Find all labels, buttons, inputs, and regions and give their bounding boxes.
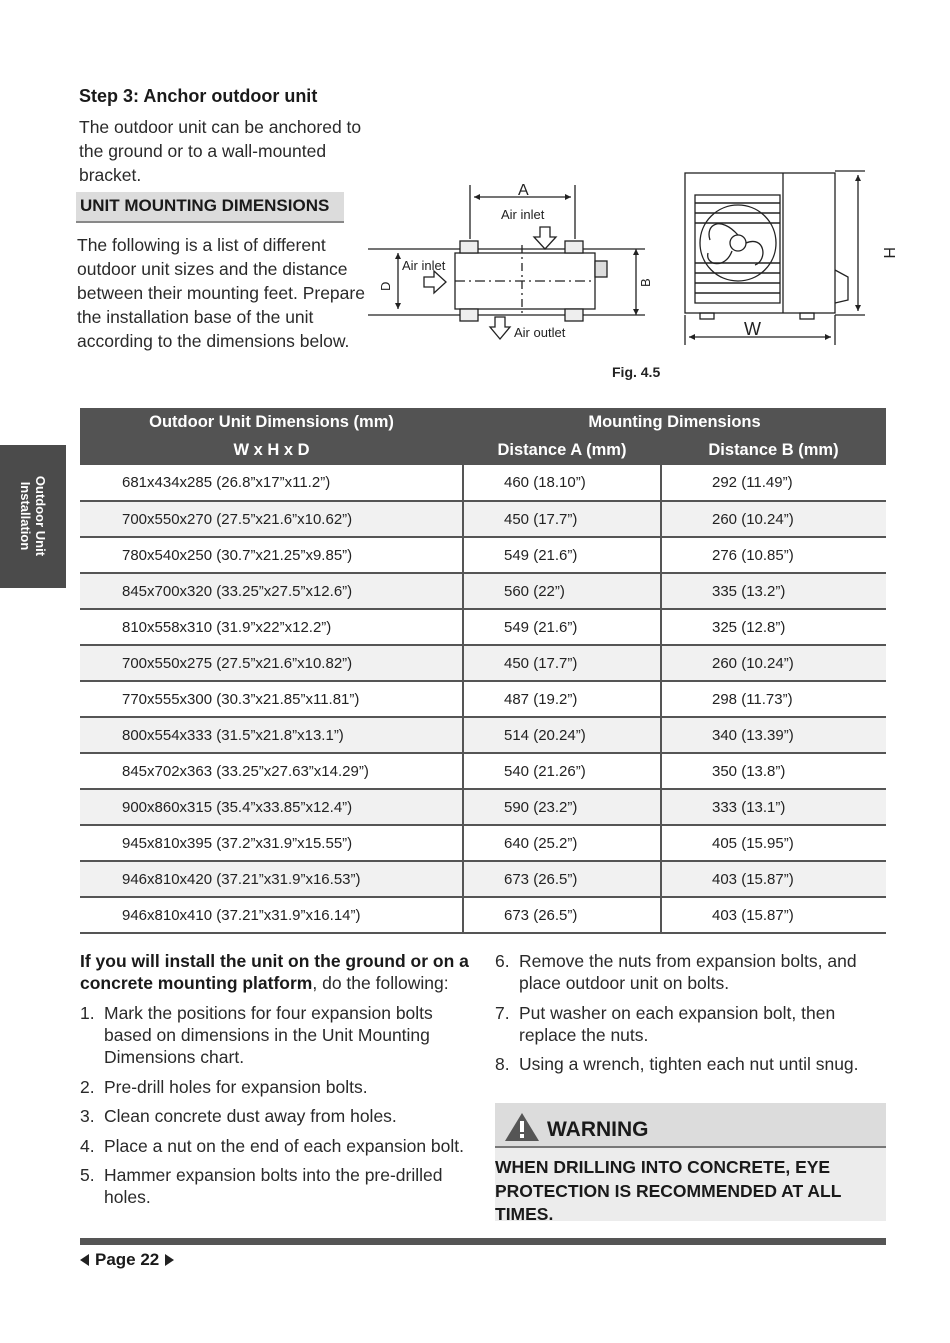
steps-list-left [80,1002,475,1208]
page-footer [80,1250,174,1270]
cell-distance-b: 335 (13.2”) [661,573,886,609]
cell-unit-dimensions: 810x558x310 (31.9”x22”x12.2”) [80,609,463,645]
cell-distance-a: 549 (21.6”) [463,609,661,645]
step-number: 4. [80,1135,95,1156]
step-text: Clean concrete dust away from holes. [104,1106,397,1126]
warning-triangle-icon [503,1111,541,1143]
step-text: Using a wrench, tighten each nut until snug. [519,1054,859,1074]
cell-distance-b: 403 (15.87”) [661,897,886,933]
table-row [80,681,886,717]
step-number: 2. [80,1076,95,1097]
air-inlet-left-label: Air inlet [402,258,446,273]
cell-distance-b: 298 (11.73”) [661,681,886,717]
next-page-icon[interactable] [165,1254,174,1266]
mounting-diagram [360,165,900,365]
table-row [80,465,886,501]
cell-unit-dimensions: 945x810x395 (37.2”x31.9”x15.55”) [80,825,463,861]
step-text: Remove the nuts from expansion bolts, and place outdoor unit on bolts. [519,951,857,993]
table-row [80,861,886,897]
step-number: 3. [80,1106,95,1126]
cell-distance-b: 260 (10.24”) [661,501,886,537]
side-tab-line-1: Outdoor Unit [33,475,48,557]
cell-distance-a: 640 (25.2”) [463,825,661,861]
group-header-unit-dimensions: Outdoor Unit Dimensions (mm) [80,408,463,437]
cell-unit-dimensions: 780x540x250 (30.7”x21.25”x9.85”) [80,537,463,573]
table-row [80,753,886,789]
column-header-distance-b: Distance B (mm) [661,437,886,466]
cell-unit-dimensions: 946x810x410 (37.21”x31.9”x16.14”) [80,897,463,933]
cell-distance-b: 325 (12.8”) [661,609,886,645]
step-intro: The outdoor unit can be anchored to the ground or to a wall-mounted bracket. [79,117,362,185]
ground-install-lead [80,950,475,994]
table-row [80,717,886,753]
step-number: 6. [495,951,510,971]
step-number: 5. [80,1165,95,1185]
step-number: 8. [495,1054,510,1074]
step-text: Mark the positions for four expansion bolts based on dimensions in the Unit Mounting Dimensions chart. [104,1003,433,1067]
cell-unit-dimensions: 900x860x315 (35.4”x33.85”x12.4”) [80,789,463,825]
cell-distance-a: 560 (22”) [463,573,661,609]
dimension-b-label: B [638,278,653,287]
footer-divider [80,1238,886,1245]
warning-header [495,1103,886,1148]
cell-distance-a: 673 (26.5”) [463,897,661,933]
cell-distance-a: 450 (17.7”) [463,645,661,681]
warning-box [495,1103,886,1224]
warning-text: WHEN DRILLING INTO CONCRETE, EYE PROTECTION IS RECOMMENDED AT ALL TIMES. [495,1157,842,1224]
cell-unit-dimensions: 946x810x420 (37.21”x31.9”x16.53”) [80,861,463,897]
cell-distance-b: 333 (13.1”) [661,789,886,825]
step-text: Pre-drill holes for expansion bolts. [104,1076,368,1097]
table-row [80,537,886,573]
cell-distance-b: 260 (10.24”) [661,645,886,681]
cell-distance-a: 673 (26.5”) [463,861,661,897]
cell-distance-b: 403 (15.87”) [661,861,886,897]
step-text: Put washer on each expansion bolt, then replace the nuts. [519,1002,836,1045]
dimension-d-label: D [378,281,393,291]
dimension-h-label: H [880,247,897,259]
cell-unit-dimensions: 700x550x270 (27.5”x21.6”x10.62”) [80,501,463,537]
lead-bold-text: If you will install the unit on the ground or on a concrete mounting platform [80,951,469,993]
step-item [80,1105,475,1127]
step-item [495,1002,890,1046]
mounting-dimensions-table [80,408,886,934]
cell-distance-b: 405 (15.95”) [661,825,886,861]
step-item [80,1135,475,1157]
air-inlet-top-label: Air inlet [501,207,545,222]
ground-install-instructions [80,950,475,1216]
table-row [80,645,886,681]
table-row [80,501,886,537]
section-side-tab [0,445,66,588]
step-text: Hammer expansion bolts into the pre-drilled holes. [104,1165,443,1207]
step-number: 1. [80,1003,95,1023]
table-row [80,573,886,609]
cell-unit-dimensions: 681x434x285 (26.8”x17”x11.2”) [80,465,463,501]
lead-rest-text: , do the following: [312,973,449,993]
cell-unit-dimensions: 800x554x333 (31.5”x21.8”x13.1”) [80,717,463,753]
cell-unit-dimensions: 700x550x275 (27.5”x21.6”x10.82”) [80,645,463,681]
step-item [495,950,890,994]
cell-distance-a: 540 (21.26”) [463,753,661,789]
step-item [80,1076,475,1098]
cell-distance-a: 450 (17.7”) [463,501,661,537]
cell-distance-a: 460 (18.10”) [463,465,661,501]
step-item [495,1053,890,1075]
step-title: Step 3: Anchor outdoor unit [79,86,318,106]
step-number: 7. [495,1002,510,1023]
figure-caption: Fig. 4.5 [612,364,661,380]
cell-distance-b: 340 (13.39”) [661,717,886,753]
table-row [80,897,886,933]
dimension-w-label: W [744,319,761,339]
ground-install-instructions-continued [495,950,890,1083]
group-header-mounting-dimensions: Mounting Dimensions [463,408,886,437]
side-tab-line-2: Installation [18,481,33,551]
step-text: Place a nut on the end of each expansion bolt. [104,1135,464,1156]
air-outlet-label: Air outlet [514,325,566,340]
cell-distance-b: 276 (10.85”) [661,537,886,573]
cell-distance-a: 590 (23.2”) [463,789,661,825]
cell-unit-dimensions: 845x700x320 (33.25”x27.5”x12.6”) [80,573,463,609]
previous-page-icon[interactable] [80,1254,89,1266]
cell-distance-a: 514 (20.24”) [463,717,661,753]
column-header-distance-a: Distance A (mm) [463,437,661,466]
cell-unit-dimensions: 770x555x300 (30.3”x21.85”x11.81”) [80,681,463,717]
dimension-a-label: A [518,182,529,199]
section-description: The following is a list of different outdoor unit sizes and the distance between their mounting feet. Prepare the installation base of the unit according to the dimensions below. [77,235,365,351]
table-row [80,789,886,825]
cell-distance-a: 487 (19.2”) [463,681,661,717]
steps-list-right [495,950,890,1075]
step-item [80,1002,475,1068]
step-item [80,1164,475,1208]
warning-title: WARNING [547,1118,649,1141]
cell-distance-b: 350 (13.8”) [661,753,886,789]
table-body [80,465,886,933]
cell-unit-dimensions: 845x702x363 (33.25”x27.63”x14.29”) [80,753,463,789]
cell-distance-b: 292 (11.49”) [661,465,886,501]
section-heading: UNIT MOUNTING DIMENSIONS [76,192,344,223]
page-number: Page 22 [95,1250,160,1269]
cell-distance-a: 549 (21.6”) [463,537,661,573]
table-row [80,825,886,861]
column-header-whd: W x H x D [80,437,463,466]
table-row [80,609,886,645]
